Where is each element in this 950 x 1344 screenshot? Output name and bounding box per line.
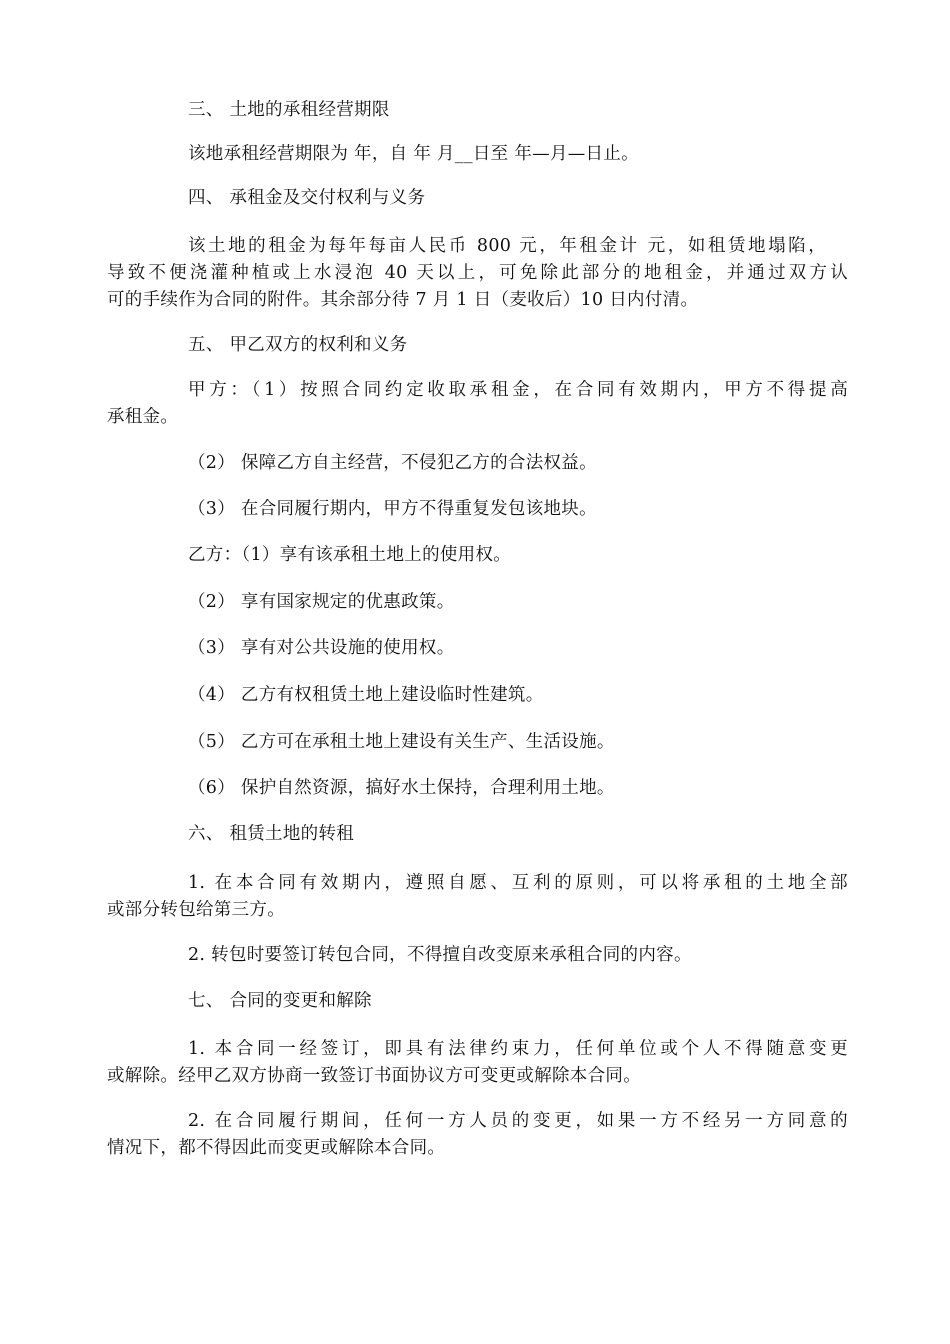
list-item: （2） 保障乙方自主经营，不侵犯乙方的合法权益。 — [188, 453, 597, 473]
section-heading-5: 五、 甲乙双方的权利和义务 — [188, 335, 408, 355]
paragraph-line: 1. 在本合同有效期内，遵照自愿、互利的原则，可以将承租的土地全部 — [188, 873, 848, 893]
paragraph-line: 该土地的租金为每年每亩人民币 800 元，年租金计 元，如租赁地塌陷， — [188, 236, 826, 256]
paragraph-line: 或部分转包给第三方。 — [107, 900, 285, 920]
paragraph-line: 2. 转包时要签订转包合同，不得擅自改变原来承租合同的内容。 — [188, 945, 692, 965]
list-item: （5） 乙方可在承租土地上建设有关生产、生活设施。 — [188, 732, 615, 752]
list-item: （4） 乙方有权租赁土地上建设临时性建筑。 — [188, 685, 544, 705]
paragraph-line: 2. 在合同履行期间，任何一方人员的变更，如果一方不经另一方同意的 — [188, 1111, 848, 1131]
paragraph-line: 乙方：（1）享有该承租土地上的使用权。 — [188, 545, 512, 565]
paragraph-line: 承租金。 — [107, 407, 179, 427]
paragraph-line: 该地承租经营期限为 年，自 年 月__日至 年—月—日止。 — [188, 144, 639, 164]
paragraph-line: 导致不便浇灌种植或上水浸泡 40 天以上，可免除此部分的地租金，并通过双方认 — [107, 263, 848, 283]
list-item: （2） 享有国家规定的优惠政策。 — [188, 592, 455, 612]
section-heading-4: 四、 承租金及交付权利与义务 — [188, 188, 426, 208]
paragraph-line: 或解除。经甲乙双方协商一致签订书面协议方可变更或解除本合同。 — [107, 1066, 641, 1086]
list-item: （3） 在合同履行期内，甲方不得重复发包该地块。 — [188, 499, 597, 519]
list-item: （6） 保护自然资源，搞好水土保持，合理利用土地。 — [188, 778, 615, 798]
section-heading-7: 七、 合同的变更和解除 — [188, 991, 372, 1011]
paragraph-line: 甲方：（1）按照合同约定收取承租金，在合同有效期内，甲方不得提高 — [188, 380, 848, 400]
paragraph-line: 可的手续作为合同的附件。其余部分待 7 月 1 日（麦收后）10 日内付清。 — [107, 290, 699, 310]
paragraph-line: 情况下，都不得因此而变更或解除本合同。 — [107, 1138, 446, 1158]
section-heading-3: 三、 土地的承租经营期限 — [188, 100, 390, 120]
paragraph-line: 1. 本合同一经签订，即具有法律约束力，任何单位或个人不得随意变更 — [188, 1039, 848, 1059]
list-item: （3） 享有对公共设施的使用权。 — [188, 638, 455, 658]
section-heading-6: 六、 租赁土地的转租 — [188, 824, 355, 844]
